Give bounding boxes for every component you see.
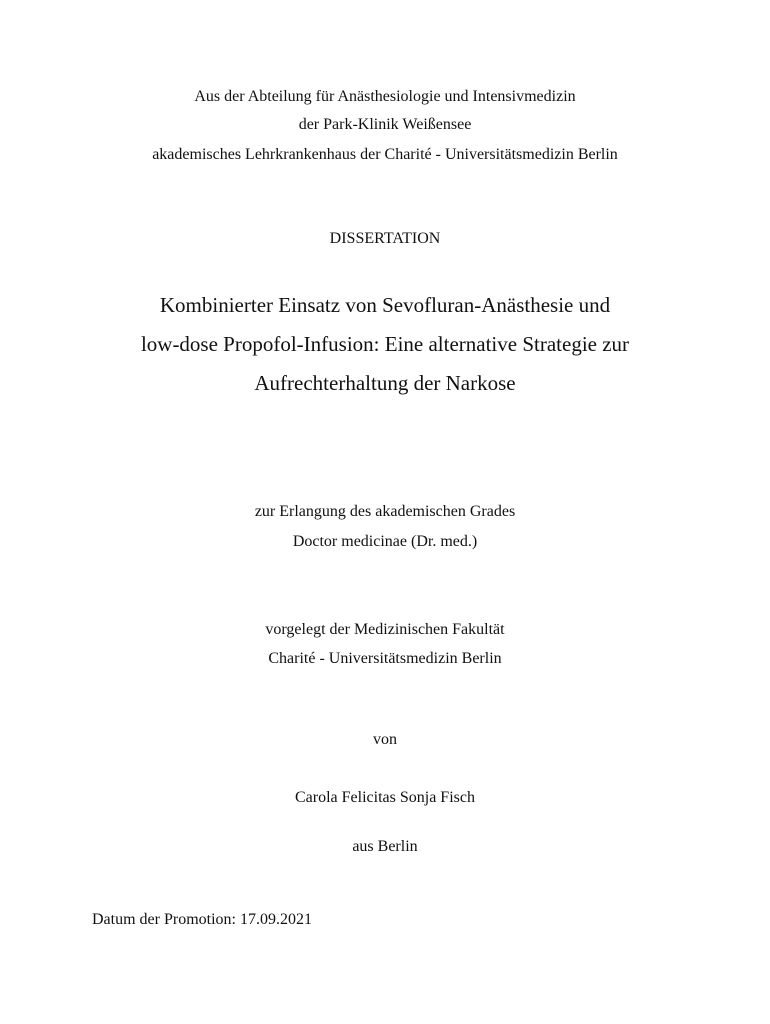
promotion-date: Datum der Promotion: 17.09.2021: [92, 911, 312, 928]
title-line-1: Kombinierter Einsatz von Sevofluran-Anästhesie und: [159, 293, 611, 317]
author-name: Carola Felicitas Sonja Fisch: [295, 789, 475, 806]
title-line-3: Aufrechterhaltung der Narkose: [254, 371, 516, 395]
degree-name-line: Doctor medicinae (Dr. med.): [292, 533, 478, 550]
degree-purpose-line: zur Erlangung des akademischen Grades: [254, 503, 516, 520]
faculty-name-line: Charité - Universitätsmedizin Berlin: [268, 650, 502, 667]
author-origin: aus Berlin: [352, 838, 418, 855]
document-type: DISSERTATION: [329, 230, 441, 247]
title-line-2: low-dose Propofol-Infusion: Eine alternative Strategie zur: [140, 332, 630, 356]
by-label: von: [373, 731, 397, 748]
clinic-line: der Park-Klinik Weißensee: [298, 116, 472, 133]
submitted-to-line: vorgelegt der Medizinischen Fakultät: [265, 621, 505, 638]
hospital-affiliation-line: akademisches Lehrkrankenhaus der Charité - Universitätsmedizin Berlin: [152, 146, 618, 163]
department-line: Aus der Abteilung für Anästhesiologie und Intensivmedizin: [194, 88, 576, 105]
